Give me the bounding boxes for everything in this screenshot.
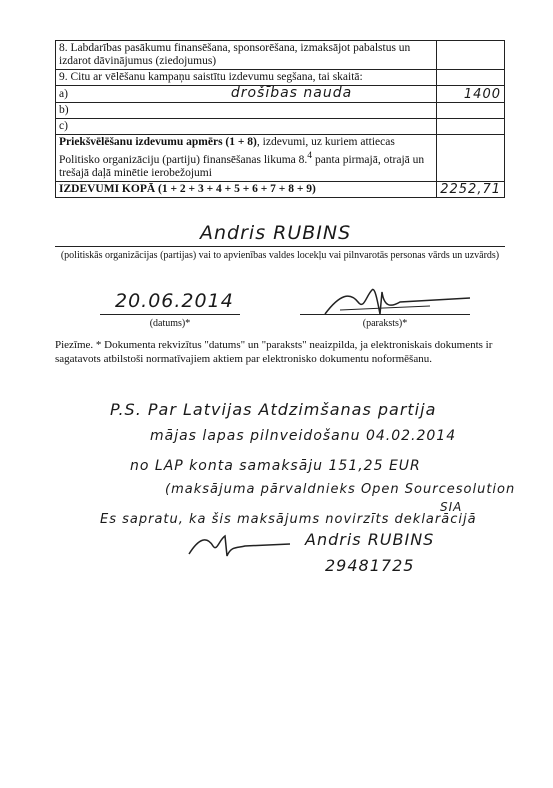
table-row bbox=[56, 41, 505, 70]
row-9b-label: b) bbox=[56, 103, 437, 119]
table-row bbox=[56, 103, 505, 119]
row-9-value bbox=[437, 70, 505, 86]
signature-caption: (paraksts)* bbox=[362, 318, 408, 329]
table-row bbox=[56, 86, 505, 103]
row-9c-label: c) bbox=[56, 119, 437, 135]
row-9a-handwritten: drošības nauda bbox=[230, 85, 353, 101]
table-row bbox=[56, 135, 505, 182]
ps-line-6: Es sapratu, ka šis maksājums novirzīts deklarācijā bbox=[100, 512, 477, 527]
signer-handwritten-name: Andris RUBINS bbox=[200, 222, 352, 244]
table-row bbox=[56, 181, 505, 197]
table-row bbox=[56, 70, 505, 86]
pre-election-sup: 4 bbox=[307, 150, 313, 161]
pre-election-bold: Priekšvēlēšanu izdevumu apmērs (1 + 8) bbox=[59, 136, 257, 148]
row-9a-label bbox=[56, 86, 437, 103]
row-9a-letter: a) bbox=[59, 88, 68, 100]
ps-signature-graphic bbox=[185, 532, 295, 562]
date-handwritten: 20.06.2014 bbox=[115, 290, 234, 312]
ps-name: Andris RUBINS bbox=[305, 530, 435, 549]
row-9c-value bbox=[437, 119, 505, 135]
total-value: 2252,71 bbox=[437, 181, 505, 197]
pre-election-text: , izdevumi, uz kuriem attiecas Politisko organizāciju (partiju) finansēšanas likuma 8. bbox=[59, 136, 395, 166]
total-label: IZDEVUMI KOPĀ (1 + 2 + 3 + 4 + 5 + 6 + 7 + 8 + 9) bbox=[56, 181, 437, 197]
expense-table bbox=[55, 40, 505, 198]
row-8-value bbox=[437, 41, 505, 70]
table-row bbox=[56, 119, 505, 135]
footnote: Piezīme. * Dokumenta rekvizītus "datums" un "paraksts" neaizpilda, ja elektroniskais dokuments ir sagatavots atbilstoši normatīvajiem aktiem par elektronisko dokumentu noformēšanu. bbox=[55, 339, 493, 365]
ps-line-1: P.S. Par Latvijas Atdzimšanas partija bbox=[110, 400, 437, 419]
row-9b-value bbox=[437, 103, 505, 119]
pre-election-value bbox=[437, 135, 505, 182]
row-9a-value: 1400 bbox=[437, 86, 505, 103]
date-caption: (datums)* bbox=[149, 318, 191, 329]
row-8-label: 8. Labdarības pasākumu finansēšana, sponsorēšana, izmaksājot pabalstus un izdarot dāvinājumus (ziedojumus) bbox=[56, 41, 437, 70]
date-line bbox=[100, 314, 240, 315]
row-9-label: 9. Citu ar vēlēšanu kampaņu saistītu izdevumu segšana, tai skaitā: bbox=[56, 70, 437, 86]
ps-phone: 29481725 bbox=[325, 556, 415, 575]
pre-election-tail: panta pirmajā, otrajā un trešajā daļā minētie ierobežojumi bbox=[59, 153, 425, 179]
signer-caption: (politiskās organizācijas (partijas) vai to apvienības valdes locekļu vai pilnvarotās personas vārds un uzvārds) bbox=[60, 250, 500, 261]
pre-election-label bbox=[56, 135, 437, 182]
ps-line-5: SIA bbox=[440, 500, 463, 514]
ps-line-2: mājas lapas pilnveidošanu 04.02.2014 bbox=[150, 428, 457, 444]
signature-line bbox=[300, 314, 470, 315]
ps-line-4: (maksājuma pārvaldnieks Open Sourcesolution bbox=[165, 482, 516, 497]
signer-line bbox=[55, 246, 505, 247]
ps-line-3: no LAP konta samaksāju 151,25 EUR bbox=[130, 458, 421, 474]
